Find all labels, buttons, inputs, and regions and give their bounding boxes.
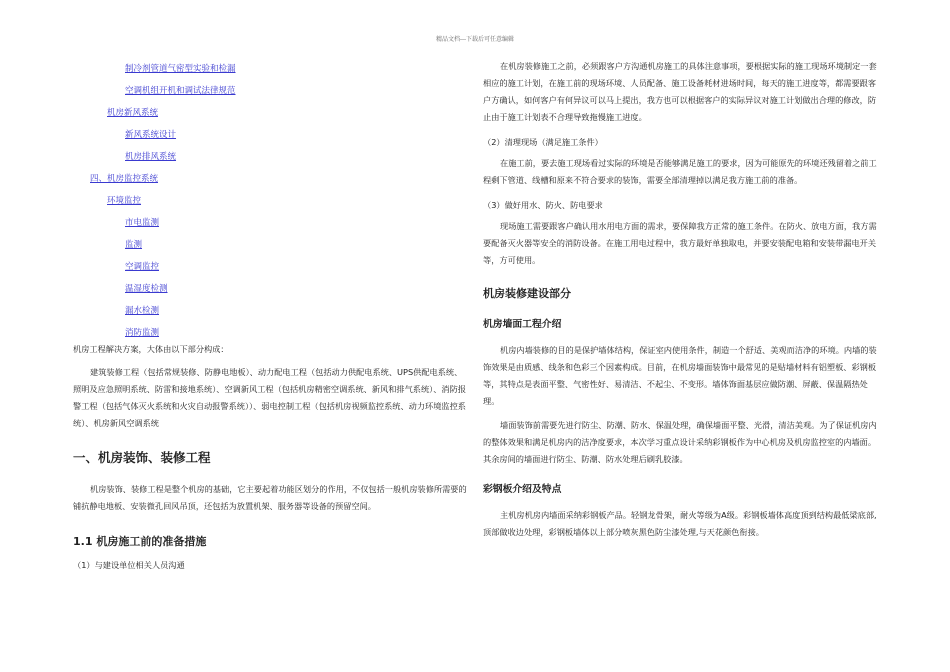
toc-link[interactable]: 空调机组开机和调试法律规范 [125, 86, 236, 96]
body-paragraph: 机房内墙装修的目的是保护墙体结构，保证室内使用条件，制造一个舒适、美观而洁净的环境。内墙的装饰效果是由质感、线条和色彩三个因素构成。目前，在机房墙面装饰中最常见的是贴墙材料有铝塑板、彩钢板等，其特点是表面平整、气密性好、易清洁、不起尘、不变形。墙体饰面基层应做防潮、屏蔽、保温隔热处理。 [483, 345, 877, 406]
body-paragraph: 在施工前，要去施工现场看过实际的环境是否能够满足施工的要求，因为可能原先的环境还残留着之前工程剩下管道、线槽和原来不符合要求的装饰，需要全部清理掉以满足我方施工前的准备。 [483, 158, 877, 185]
toc-link[interactable]: 监测 [125, 240, 143, 250]
toc-link[interactable]: 温湿度检测 [125, 284, 168, 294]
page-header: 精品文档---下载后可任意编辑 [435, 36, 515, 43]
toc-link[interactable]: 消防监测 [125, 328, 160, 338]
toc-link[interactable]: 制冷剂管道气密型实验和检漏 [125, 64, 236, 74]
section-heading: 机房装修建设部分 [483, 287, 571, 300]
composition-paragraph: 建筑装修工程（包括常规装修、防静电地板）、动力配电工程（包括动力供配电系统、UPS供配电系统、照明及应急照明系统、防雷和接地系统）、空调新风工程（包括机房精密空调系统、新风和排气系统）、消防报警工程（包括气体灭火系统和火灾自动报警系统））、弱电控制工程（包括机房视频监控系统、动力环境监控系统）、机房新风空调系统 [73, 367, 466, 428]
toc-link[interactable]: 漏水检测 [125, 306, 160, 316]
toc-link[interactable]: 新风系统设计 [125, 130, 177, 140]
toc-link[interactable]: 空调监控 [125, 262, 160, 272]
body-paragraph: 主机房机房内墙面采纳彩钢板产品。轻钢龙骨架，耐火等级为A级。彩钢板墙体高度顶到结构最低梁底部,顶部做收边处理，彩钢板墙体以上部分喷灰黑色防尘漆处理,与天花颜色衔接。 [483, 510, 877, 537]
toc-link[interactable]: 四、机房监控系统 [90, 174, 159, 184]
list-item: （3）做好用水、防火、防电要求 [483, 200, 603, 210]
toc-link[interactable]: 机房排风系统 [125, 152, 177, 162]
subsection-heading: 1.1 机房施工前的准备措施 [73, 535, 207, 548]
toc-link[interactable]: 机房新风系统 [107, 108, 159, 118]
toc-link[interactable]: 市电监测 [125, 218, 160, 228]
subsection-heading: 彩钢板介绍及特点 [483, 484, 562, 495]
body-paragraph: 现场施工需要跟客户确认用水用电方面的需求，要保障我方正常的施工条件。在防火、放电方面，我方需要配备灭火器等安全的消防设备。在施工用电过程中，我方最好单独取电，并要安装配电箱和安装带漏电开关等，方可使用。 [483, 221, 877, 265]
right-column [483, 58, 878, 541]
intro-text: 机房工程解决方案，大体由以下部分构成： [73, 344, 229, 354]
left-column [73, 58, 468, 573]
toc-link[interactable]: 环境监控 [107, 196, 142, 206]
list-item: （2）清理现场（满足施工条件） [483, 137, 603, 147]
list-item: （1）与建设单位相关人员沟通 [73, 560, 185, 570]
body-paragraph: 机房装饰、装修工程是整个机房的基础，它主要起着功能区划分的作用，不仅包括一般机房装修所需要的铺抗静电地板、安装微孔回风吊顶，还包括为放置机架、服务器等设备的预留空间。 [73, 484, 467, 511]
subsection-heading: 机房墙面工程介绍 [483, 319, 562, 330]
body-paragraph: 墙面装饰前需要先进行防尘、防潮、防水、保温处理，确保墙面平整、光滑，清洁美观。为了保证机房内的整体效果和满足机房内的洁净度要求，本次学习重点设计采纳彩钢板作为中心机房及机房监控室的内墙面。其余房间的墙面进行防尘、防潮、防水处理后刷乳胶漆。 [483, 420, 877, 464]
section-heading: 一、机房装饰、装修工程 [73, 450, 211, 465]
table-of-contents [73, 58, 468, 344]
body-paragraph: 在机房装修施工之前，必须跟客户方沟通机房施工的具体注意事项，要根据实际的施工现场环境制定一套相应的施工计划，在施工前的现场环境、人员配备、施工设备耗材进场时间，每天的施工进度等，都需要跟客户方确认，如何客户有何异议可以马上提出，我方也可以根据客户的实际异议对施工计划做出合理的修改，防止由于施工计划表不合理导致拖慢施工进度。 [483, 61, 877, 122]
